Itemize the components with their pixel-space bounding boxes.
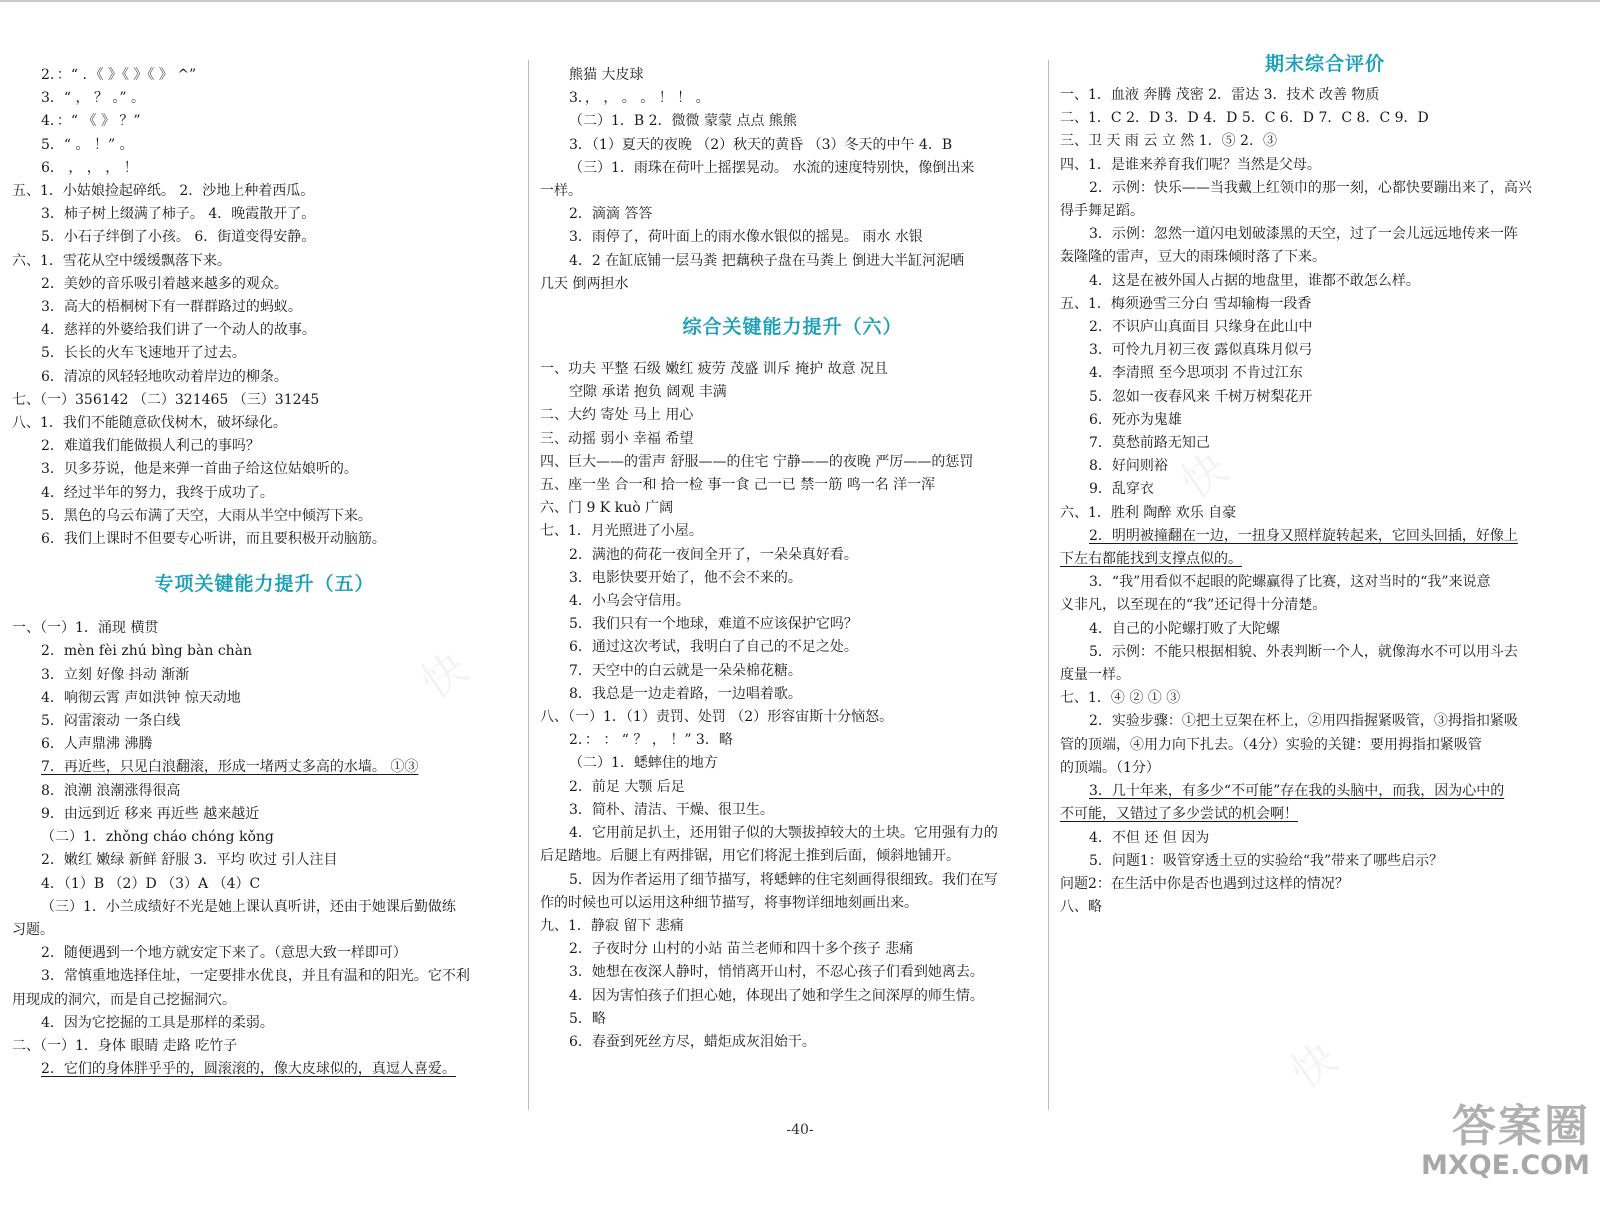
answer-line: 3．立刻 好像 抖动 渐渐: [41, 666, 190, 683]
answer-line: 七、（一）356142 （二）321465 （三）31245: [12, 391, 320, 408]
answer-line: 9．乱穿衣: [1089, 481, 1154, 498]
answer-line: 3．简朴、清洁、干燥、很卫生。: [569, 801, 774, 818]
answer-line: 6．清凉的风轻轻地吹动着岸边的柳条。: [41, 368, 288, 385]
answer-line: 4．李清照 至今思项羽 不肯过江东: [1089, 365, 1303, 382]
answer-line: 3．她想在夜深人静时，悄悄离开山村，不忍心孩子们看到她离去。: [569, 964, 984, 981]
answer-column-left: [12, 64, 517, 1081]
answer-line: 3．（1）夏天的夜晚 （2）秋天的黄昏 （3）冬天的中午 4．B: [569, 136, 953, 153]
answer-column-right: [1060, 53, 1590, 919]
answer-line: 下左右都能找到支撑点似的。: [1060, 551, 1242, 568]
answer-line: 二、1．C 2．D 3．D 4．D 5．C 6．D 7．C 8．C 9．D: [1060, 110, 1429, 127]
answer-line: 3．高大的梧桐树下有一群群路过的蚂蚁。: [41, 299, 302, 316]
answer-line: 3．， ， 。 。 ！ ！ 。: [569, 90, 710, 107]
answer-line: 8．我总是一边走着路，一边唱着歌。: [569, 685, 802, 702]
answer-line: 5．“ 。 ！” 。: [41, 136, 134, 153]
logo-mark: 答案圈: [1452, 1101, 1590, 1152]
answer-line: 5．我们只有一个地球，难道不应该保护它吗？: [569, 616, 858, 633]
answer-line: 2．示例：快乐——当我戴上红领巾的那一刻，心都快要蹦出来了，高兴: [1089, 179, 1532, 196]
column-divider: [528, 60, 529, 1110]
answer-line: 4．这是在被外国人占据的地盘里，谁都不敢怎么样。: [1089, 272, 1420, 289]
answer-line: 5．示例：不能只根据相貌、外表判断一个人，就像海水不可以用斗去: [1089, 643, 1518, 660]
answer-line: 二、（一）1．身体 眼睛 走路 吃竹子: [12, 1037, 238, 1054]
answer-line: 用现成的洞穴，而是自己挖掘洞穴。: [12, 991, 236, 1008]
answer-line: 3．柿子树上缀满了柿子。 4．晚霞散开了。: [41, 206, 316, 223]
answer-line: 8．好问则裕: [1089, 458, 1168, 475]
answer-line: 5．黑色的乌云布满了天空，大雨从半空中倾泻下来。: [41, 507, 372, 524]
answer-line: 5．闷雷滚动 一条白线: [41, 713, 181, 730]
section-heading: 专项关键能力提升（五）: [154, 573, 375, 596]
answer-line: 一样。: [540, 183, 582, 200]
answer-line: 7．再近些，只见白浪翻滚，形成一堵两丈多高的水墙。 ①③: [41, 759, 419, 776]
answer-line: 2．子夜时分 山村的小站 苗兰老师和四十多个孩子 悲痛: [569, 941, 914, 958]
answer-line: 4．（1）B （2）D （3）A （4）C: [41, 875, 261, 892]
answer-line: （三）1．雨珠在荷叶上摇摆晃动。 水流的速度特别快，像倒出来: [569, 159, 975, 176]
answer-line: 4．自己的小陀螺打败了大陀螺: [1089, 620, 1280, 637]
answer-line: 2．mèn fèi zhú bìng bàn chàn: [41, 643, 253, 660]
answer-line: 3．可怜九月初三夜 露似真珠月似弓: [1089, 342, 1313, 359]
section-heading: 期末综合评价: [1264, 53, 1385, 75]
answer-line: 四、1．是谁来养育我们呢？当然是父母。: [1060, 156, 1321, 173]
page-number: -40-: [786, 1122, 814, 1138]
answer-line: 4．慈祥的外婆给我们讲了一个动人的故事。: [41, 322, 316, 339]
answer-line: 度量一样。: [1060, 667, 1130, 684]
top-border: [0, 0, 1600, 2]
answer-line: 五、1．梅须逊雪三分白 雪却输梅一段香: [1060, 295, 1312, 312]
watermark: 快: [1281, 1032, 1348, 1100]
answer-line: 3．常慎重地选择住址，一定要排水优良，并且有温和的阳光。它不利: [41, 968, 470, 985]
answer-line: 2．明明被撞翻在一边，一扭身又照样旋转起来，它回头回插，好像上: [1089, 527, 1518, 544]
answer-line: 7．天空中的白云就是一朵朵棉花糖。: [569, 662, 802, 679]
answer-line: 一、（一）1．涌现 横贯: [12, 620, 159, 637]
answer-line: 2．难道我们能做损人利己的事吗？: [41, 438, 260, 455]
answer-line: 不可能，又错过了多少尝试的机会啊！: [1060, 806, 1298, 823]
answer-line: 三、卫 天 雨 云 立 然 1．⑤ 2．③: [1060, 133, 1277, 150]
answer-line: 3．雨停了，荷叶面上的雨水像水银似的摇晃。 雨水 水银: [569, 229, 923, 246]
answer-line: 轰隆隆的雷声，豆大的雨珠倾时落了下来。: [1060, 249, 1326, 266]
answer-line: 作的时候也可以运用这种细节描写，将事物详细地刻画出来。: [540, 894, 918, 911]
answer-column-middle: [540, 64, 1045, 1054]
answer-line: 4．它用前足扒土，还用钳子似的大颚拔掉较大的土块。它用强有力的: [569, 825, 998, 842]
column-divider: [1048, 60, 1049, 1110]
answer-line: 七、1．④ ② ① ③: [1060, 690, 1181, 707]
answer-line: 4．不但 还 但 因为: [1089, 829, 1210, 846]
answer-line: 问题2：在生活中你是否也遇到过这样的情况？: [1060, 875, 1349, 892]
answer-line: 2．滴滴 答答: [569, 206, 653, 223]
answer-line: 6．我们上课时不但要专心听讲，而且要积极开动脑筋。: [41, 531, 386, 548]
answer-line: 四、巨大——的雷声 舒服——的住宅 宁静——的夜晚 严厉——的惩罚: [540, 453, 974, 470]
answer-line: 后足踏地。后腿上有两排锯，用它们将泥土推到后面，倾斜地铺开。: [540, 848, 960, 865]
answer-line: 一、功夫 平整 石级 嫩红 疲劳 茂盛 训斥 掩护 故意 况且: [540, 361, 889, 378]
answer-line: 5．因为作者运用了细节描写，将蟋蟀的住宅刻画得很细致。我们在写: [569, 871, 998, 888]
watermark: 快: [411, 642, 478, 710]
answer-line: 2．实验步骤：①把土豆架在杯上，②用四指握紧吸管，③拇指扣紧吸: [1089, 713, 1518, 730]
answer-line: 3．“ ， ？ 。” 。: [41, 90, 146, 107]
answer-line: 4．2 在缸底铺一层马粪 把藕秧子盘在马粪上 倒进大半缸河泥晒: [569, 252, 965, 269]
answer-line: 的顶端。（1分）: [1060, 759, 1160, 776]
answer-line: 得手舞足蹈。: [1060, 203, 1144, 220]
answer-line: 4．小乌会守信用。: [569, 593, 690, 610]
answer-line: 三、动摇 弱小 幸福 希望: [540, 430, 694, 447]
answer-line: 八、1．我们不能随意砍伐树木，破坏绿化。: [12, 415, 287, 432]
watermark: 快: [1171, 442, 1238, 510]
answer-line: 3．“我”用看似不起眼的陀螺赢得了比赛，这对当时的“我”来说意: [1089, 574, 1491, 591]
answer-line: 2．不识庐山真面目 只缘身在此山中: [1089, 319, 1313, 336]
answer-line: 五、1．小姑娘捡起碎纸。 2．沙地上种着西瓜。: [12, 183, 315, 200]
answer-line: （二）1．B 2．微微 蒙蒙 点点 熊熊: [569, 113, 797, 130]
site-logo: [1390, 1090, 1590, 1200]
answer-line: 9．由远到近 移来 再近些 越来越近: [41, 805, 260, 822]
answer-line: 2．它们的身体胖乎乎的，圆滚滚的，像大皮球似的，真逗人喜爱。: [41, 1061, 456, 1078]
answer-line: 2．美妙的音乐吸引着越来越多的观众。: [41, 275, 288, 292]
answer-line: 六、1．雪花从空中缓缓飘落下来。: [12, 252, 231, 269]
answer-line: 六、1．胜利 陶醉 欢乐 自豪: [1060, 504, 1237, 521]
answer-line: 3．贝多芬说，他是来弹一首曲子给这位姑娘听的。: [41, 461, 358, 478]
answer-line: 6．人声鼎沸 沸腾: [41, 736, 153, 753]
answer-line: 2．随便遇到一个地方就安定下来了。（意思大致一样即可）: [41, 945, 407, 962]
answer-line: 管的顶端，④用力向下扎去。（4分）实验的关键：要用拇指扣紧吸管: [1060, 736, 1482, 753]
answer-line: 3．电影快要开始了，他不会不来的。: [569, 569, 802, 586]
answer-line: 八、略: [1060, 899, 1102, 916]
answer-line: 七、1．月光照进了小屋。: [540, 523, 703, 540]
answer-line: 2．满池的荷花一夜间全开了，一朵朵真好看。: [569, 546, 858, 563]
answer-line: 义非凡，以至现在的“我”还记得十分清楚。: [1060, 597, 1327, 614]
answer-line: 6．死亦为鬼雄: [1089, 411, 1182, 428]
answer-line: 五、座一坐 合一和 拾一检 事一食 己一已 禁一筋 鸣一名 洋一浑: [540, 477, 936, 494]
answer-line: 4．经过半年的努力，我终于成功了。: [41, 484, 274, 501]
answer-line: 5．小石子绊倒了小孩。 6．街道变得安静。: [41, 229, 316, 246]
answer-line: 2．：“ ．《 》《 》《 》 ^”: [41, 67, 197, 83]
answer-line: 5．问题1：吸管穿透土豆的实验给“我”带来了哪些启示？: [1089, 852, 1444, 869]
section-heading: 综合关键能力提升（六）: [682, 316, 903, 339]
answer-line: 九、1．静寂 留下 悲痛: [540, 917, 684, 934]
answer-line: 5．长长的火车飞速地开了过去。: [41, 345, 246, 362]
answer-line: 6．春蚕到死丝方尽，蜡炬成灰泪始干。: [569, 1033, 816, 1050]
answer-line: 5．忽如一夜春风来 千树万树梨花开: [1089, 388, 1313, 405]
answer-line: 4．响彻云霄 声如洪钟 惊天动地: [41, 689, 241, 706]
answer-line: 5．略: [569, 1010, 606, 1027]
answer-line: 4．：“ 《 》 ？”: [41, 113, 141, 130]
answer-line: 八、（一）1．（1）责罚、处罚 （2）形容宙斯十分恼怒。: [540, 709, 894, 726]
answer-line: 几天 倒两担水: [540, 275, 629, 292]
answer-line: 一、1．血液 奔腾 茂密 2．雷达 3．技术 改善 物质: [1060, 87, 1380, 103]
answer-line: （三）1．小兰成绩好不光是她上课认真听讲，还由于她课后勤做练: [41, 898, 456, 915]
answer-line: 2．嫩红 嫩绿 新鲜 舒服 3．平均 吹过 引人注目: [41, 852, 338, 869]
answer-line: （二）1．蟋蟀住的地方: [569, 755, 718, 772]
answer-line: 六、门 9 K kuò 广阔: [540, 500, 674, 517]
answer-line: 4．因为害怕孩子们担心她，体现出了她和学生之间深厚的师生情。: [569, 987, 984, 1004]
answer-line: 4．因为它挖掘的工具是那样的柔弱。: [41, 1014, 274, 1031]
answer-line: 8．浪潮 浪潮涨得很高: [41, 782, 181, 799]
answer-line: 二、大约 寄处 马上 用心: [540, 407, 694, 424]
answer-line: 6． ， ， ， ！: [41, 159, 138, 176]
answer-line: 空隙 承诺 抱负 阔观 丰满: [569, 384, 727, 401]
answer-line: 习题。: [12, 921, 54, 938]
answer-line: 熊猫 大皮球: [569, 67, 644, 83]
answer-line: 3．示例：忽然一道闪电划破漆黑的天空，过了一会儿远远地传来一阵: [1089, 226, 1518, 243]
answer-line: 3．几十年来，有多少“不可能”存在我的头脑中，而我，因为心中的: [1089, 783, 1505, 800]
logo-url: MXQE.COM: [1421, 1150, 1590, 1181]
answer-line: 2．： ： “ ？ ， ！” 3．略: [569, 732, 733, 749]
answer-line: （二）1．zhǒng cháo chóng kǒng: [41, 829, 274, 846]
answer-line: 7．莫愁前路无知己: [1089, 435, 1210, 452]
answer-line: 2．前足 大颚 后足: [569, 778, 685, 795]
answer-line: 6．通过这次考试，我明白了自己的不足之处。: [569, 639, 858, 656]
